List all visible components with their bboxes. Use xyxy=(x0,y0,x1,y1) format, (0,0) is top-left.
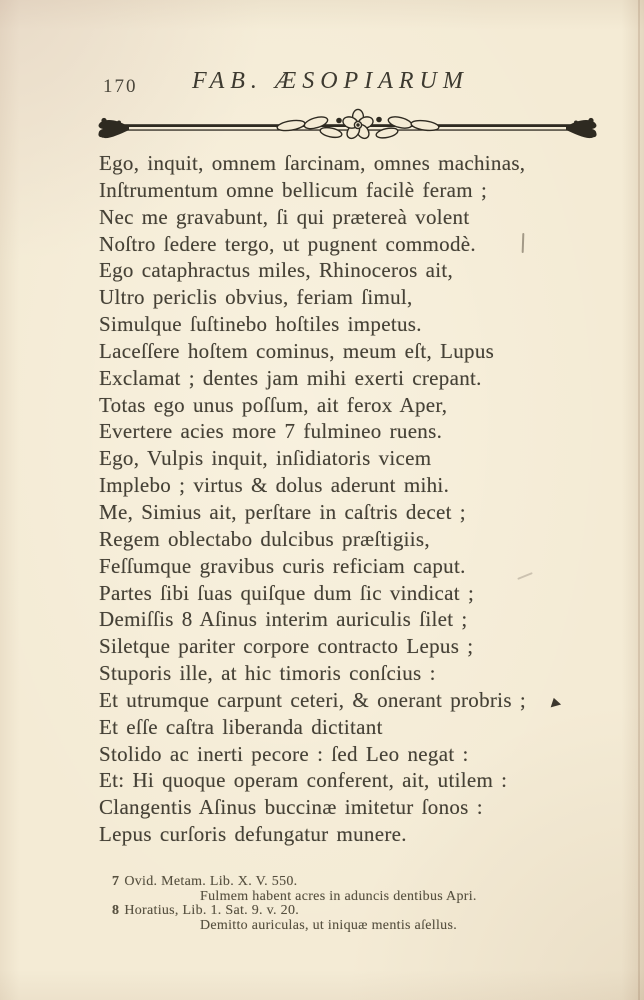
poem-line: Partes ſibi ſuas quiſque dum ſic vindicat ; xyxy=(99,580,475,605)
poem-line: Implebo ; virtus & dolus aderunt mihi. xyxy=(99,473,450,498)
poem-line: Me, Simius ait, perſtare in caſtris decet ; xyxy=(99,499,466,524)
poem-line: Ultro periclis obvius, feriam ſimul, xyxy=(99,285,413,310)
poem-line: Et: Hi quoque operam conferent, ait, utilem : xyxy=(99,768,508,793)
poem-line: Demiſſis 8 Aſinus interim auriculis ſilet ; xyxy=(99,607,468,632)
poem-line: Et eſſe caſtra liberanda dictitant xyxy=(99,714,383,739)
poem-line: Lepus curſoris defungatur munere. xyxy=(99,822,407,847)
footnote-citation xyxy=(112,904,592,919)
page-edge-shadow xyxy=(638,0,640,1000)
poem-line: Laceſſere hoſtem cominus, meum eſt, Lupus xyxy=(99,338,495,363)
poem-line: Exclamat ; dentes jam mihi exerti crepant. xyxy=(99,365,482,390)
flower-petals xyxy=(341,109,374,140)
poem-line: Et utrumque carpunt ceteri, & onerant probris ; xyxy=(99,687,526,712)
footnote-citation xyxy=(112,875,592,890)
poem-line: Noſtro ſedere tergo, ut pugnent commodè. xyxy=(99,231,476,256)
left-finial-ornament xyxy=(98,118,129,138)
poem-line: Simulque ſuſtinebo hoſtiles impetus. xyxy=(99,312,422,337)
ornamental-divider-rule xyxy=(95,108,600,146)
poem-line: Ego cataphractus miles, Rhinoceros ait, xyxy=(99,258,454,283)
poem-line: Siletque pariter corpore contracto Lepus ; xyxy=(99,634,474,659)
page-number: 170 xyxy=(103,76,138,97)
footnotes-section xyxy=(112,875,592,933)
poem-line: Feſſumque gravibus curis reficiam caput. xyxy=(99,553,466,578)
poem-line: Stolido ac inerti pecore : ſed Leo negat : xyxy=(99,741,469,766)
right-finial-ornament xyxy=(566,118,597,138)
poem-line: Regem oblectabo dulcibus præſtigiis, xyxy=(99,526,430,551)
footnote-citation-text: Ovid. Metam. Lib. X. V. 550. xyxy=(124,874,298,889)
footnote-quote: Fulmem habent acres in aduncis dentibus Apri. xyxy=(200,888,477,904)
footnote-ref: 7 xyxy=(112,874,120,889)
poem-line: Evertere acies more 7 fulmineo ruens. xyxy=(99,419,443,444)
poem-line: Stuporis ille, at hic timoris conſcius : xyxy=(99,661,436,686)
poem-text xyxy=(99,150,599,848)
footnote-ref: 8 xyxy=(112,903,120,919)
poem-line: Clangentis Aſinus buccinæ imitetur ſonos : xyxy=(99,795,483,820)
poem-line: Nec me gravabunt, ſi qui prætereà volent xyxy=(99,204,470,229)
page-title: FAB. ÆSOPIARUM xyxy=(192,68,469,94)
poem-line: Inſtrumentum omne bellicum facilè feram ; xyxy=(99,177,488,202)
footnote-citation-text: Horatius, Lib. 1. Sat. 9. v. 20. xyxy=(124,903,300,919)
poem-line: Totas ego unus poſſum, ait ferox Aper, xyxy=(99,392,448,417)
flower-ornament xyxy=(276,109,439,140)
poem-line: Ego, inquit, omnem ſarcinam, omnes machinas, xyxy=(99,151,526,175)
footnote-quote: Demitto auriculas, ut iniquæ mentis aſellus. xyxy=(200,917,457,933)
poem-line: Ego, Vulpis inquit, inſidiatoris vicem xyxy=(99,446,432,471)
